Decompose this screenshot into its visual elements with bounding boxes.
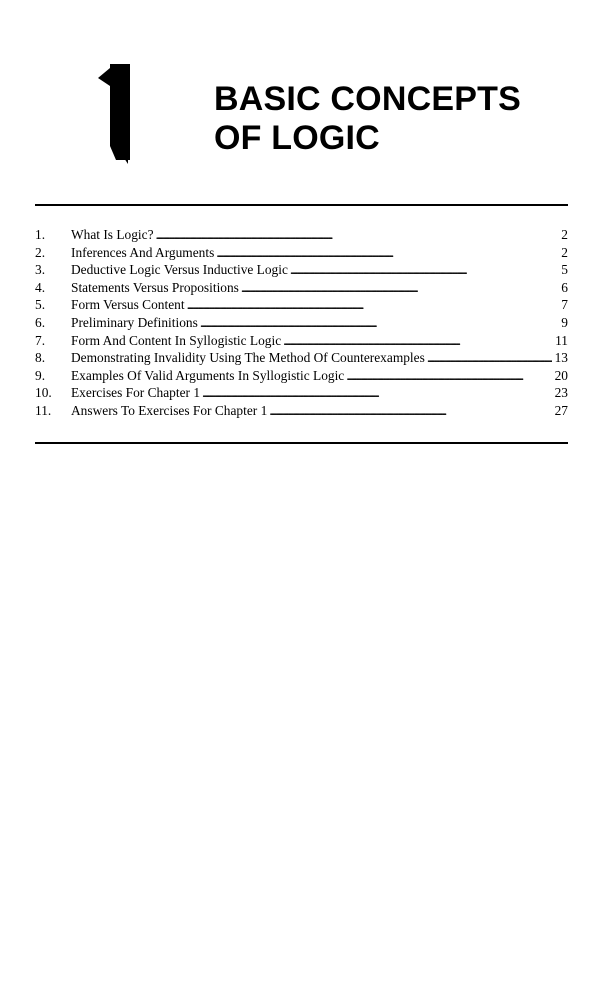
- toc-dot-leader: [156, 226, 559, 244]
- toc-page-number: 11: [555, 332, 568, 348]
- toc-entry[interactable]: [35, 244, 568, 262]
- toc-page-number: 5: [561, 262, 568, 278]
- toc-entry[interactable]: [35, 314, 568, 332]
- chapter-title-line-1: BASIC CONCEPTS: [214, 80, 521, 118]
- toc-dot-leader: [283, 332, 552, 350]
- toc-dot-leader: [200, 314, 558, 332]
- toc-title: Form Versus Content: [71, 297, 185, 313]
- toc-entry[interactable]: [35, 367, 568, 385]
- toc-dot-leader: [187, 296, 559, 314]
- toc-page-number: 20: [554, 367, 568, 383]
- toc-dot-leader: [241, 279, 558, 297]
- toc-title: Inferences And Arguments: [71, 244, 215, 260]
- toc-title: Form And Content In Syllogistic Logic: [71, 332, 282, 348]
- toc-number: 3.: [35, 262, 46, 278]
- toc-page-number: 2: [561, 227, 568, 242]
- toc-title: Deductive Logic Versus Inductive Logic: [71, 262, 288, 278]
- toc-number: 9.: [35, 367, 46, 383]
- toc-number: 11.: [35, 402, 52, 418]
- toc-dot-leader: [216, 244, 558, 262]
- chapter-one-numeral-icon: [94, 64, 138, 164]
- toc-number: 6.: [35, 314, 46, 330]
- toc-entry[interactable]: [35, 279, 568, 297]
- toc-entry[interactable]: [35, 384, 568, 402]
- toc-number: 10.: [35, 385, 52, 401]
- toc-page-number: 9: [561, 314, 568, 330]
- toc-number: 1.: [35, 227, 46, 242]
- chapter-title: [214, 80, 521, 158]
- toc-number: 4.: [35, 279, 46, 295]
- toc-dot-leader: [202, 384, 552, 402]
- toc-page-number: 7: [561, 297, 568, 313]
- toc-title: Preliminary Definitions: [71, 314, 198, 330]
- bottom-divider: [35, 442, 568, 444]
- toc-page-number: 6: [561, 279, 568, 295]
- toc-entry[interactable]: [35, 296, 568, 314]
- top-divider: [35, 204, 568, 206]
- toc-entry[interactable]: [35, 261, 568, 279]
- toc-dot-leader: [269, 402, 551, 420]
- toc-dot-leader: [427, 349, 552, 367]
- toc-number: 8.: [35, 350, 46, 366]
- toc-entry[interactable]: [35, 349, 568, 367]
- toc-title: Examples Of Valid Arguments In Syllogistic Logic: [71, 367, 345, 383]
- toc-page-number: 2: [561, 244, 568, 260]
- toc-entry[interactable]: [35, 332, 568, 350]
- toc-dot-leader: [290, 261, 558, 279]
- toc-page-number: 27: [554, 402, 568, 418]
- toc-entry[interactable]: [35, 226, 568, 244]
- toc-dot-leader: [346, 367, 551, 385]
- toc-title: What Is Logic?: [71, 227, 154, 242]
- toc-title: Demonstrating Invalidity Using The Method Of Counterexamples: [71, 350, 425, 366]
- toc-number: 7.: [35, 332, 46, 348]
- toc-title: Exercises For Chapter 1: [71, 385, 201, 401]
- toc-title: Answers To Exercises For Chapter 1: [71, 402, 268, 418]
- toc-number: 5.: [35, 297, 46, 313]
- toc-entry[interactable]: [35, 402, 568, 420]
- toc-number: 2.: [35, 244, 46, 260]
- table-of-contents: [35, 226, 568, 420]
- toc-page-number: 13: [554, 350, 568, 366]
- toc-page-number: 23: [554, 385, 568, 401]
- toc-title: Statements Versus Propositions: [71, 279, 239, 295]
- chapter-title-line-2: OF LOGIC: [214, 119, 380, 157]
